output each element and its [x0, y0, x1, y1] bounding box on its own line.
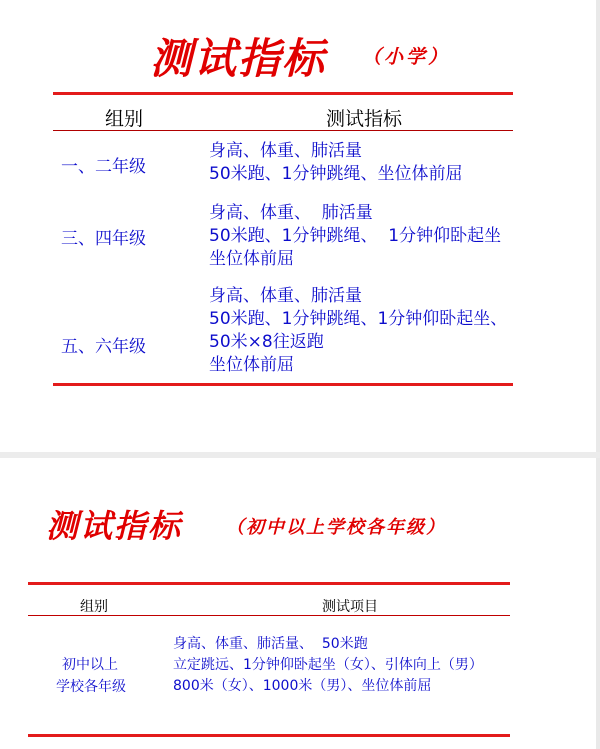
item-line: 立定跳远、1分钟仰卧起坐（女）、引体向上（男）	[173, 657, 483, 673]
item-line: 50米跑、1分钟跳绳、坐位体前屈	[209, 164, 463, 184]
row-items	[209, 285, 507, 377]
row-items	[173, 634, 483, 697]
item-line: 800米（女）、1000米（男）、坐位体前屈	[173, 678, 432, 694]
header-group: 组别	[80, 599, 108, 615]
header-divider	[28, 615, 510, 616]
item-line: 50米跑、1分钟跳绳、 1分钟仰卧起坐	[209, 226, 502, 246]
slide-subtitle: （初中以上学校各年级）	[226, 517, 446, 538]
header-indicators: 测试指标	[326, 108, 403, 130]
item-line: 身高、体重、肺活量、 50米跑	[173, 636, 368, 652]
row-group-label: 初中以上	[62, 657, 118, 673]
item-line: 50米×8往返跑	[209, 332, 324, 352]
table-bottom-rule	[28, 734, 510, 737]
slide-edge	[596, 458, 600, 749]
item-line: 身高、体重、肺活量	[209, 141, 362, 161]
row-group-label: 三、四年级	[61, 229, 146, 249]
slide-title: 测试指标	[46, 507, 183, 545]
item-line: 身高、体重、肺活量	[209, 286, 362, 306]
item-line: 坐位体前屈	[209, 249, 294, 269]
row-group-label: 一、二年级	[61, 157, 146, 177]
table-bottom-rule	[53, 383, 513, 386]
item-line: 坐位体前屈	[209, 355, 294, 375]
table-top-rule	[28, 582, 510, 585]
row-group-label: 学校各年级	[56, 679, 126, 695]
slide-edge	[596, 0, 600, 452]
item-line: 身高、体重、 肺活量	[209, 203, 373, 223]
header-group: 组别	[105, 108, 144, 130]
slide-subtitle: （小学）	[362, 46, 451, 68]
row-items	[209, 202, 501, 271]
header-test-items: 测试项目	[322, 599, 378, 615]
table-top-rule	[53, 92, 513, 95]
item-line: 50米跑、1分钟跳绳、1分钟仰卧起坐、	[209, 309, 508, 329]
slide-title: 测试指标	[150, 34, 327, 83]
header-divider	[53, 130, 513, 131]
slide-secondary	[0, 458, 600, 749]
row-group-label: 五、六年级	[61, 337, 146, 357]
row-items	[209, 140, 462, 186]
